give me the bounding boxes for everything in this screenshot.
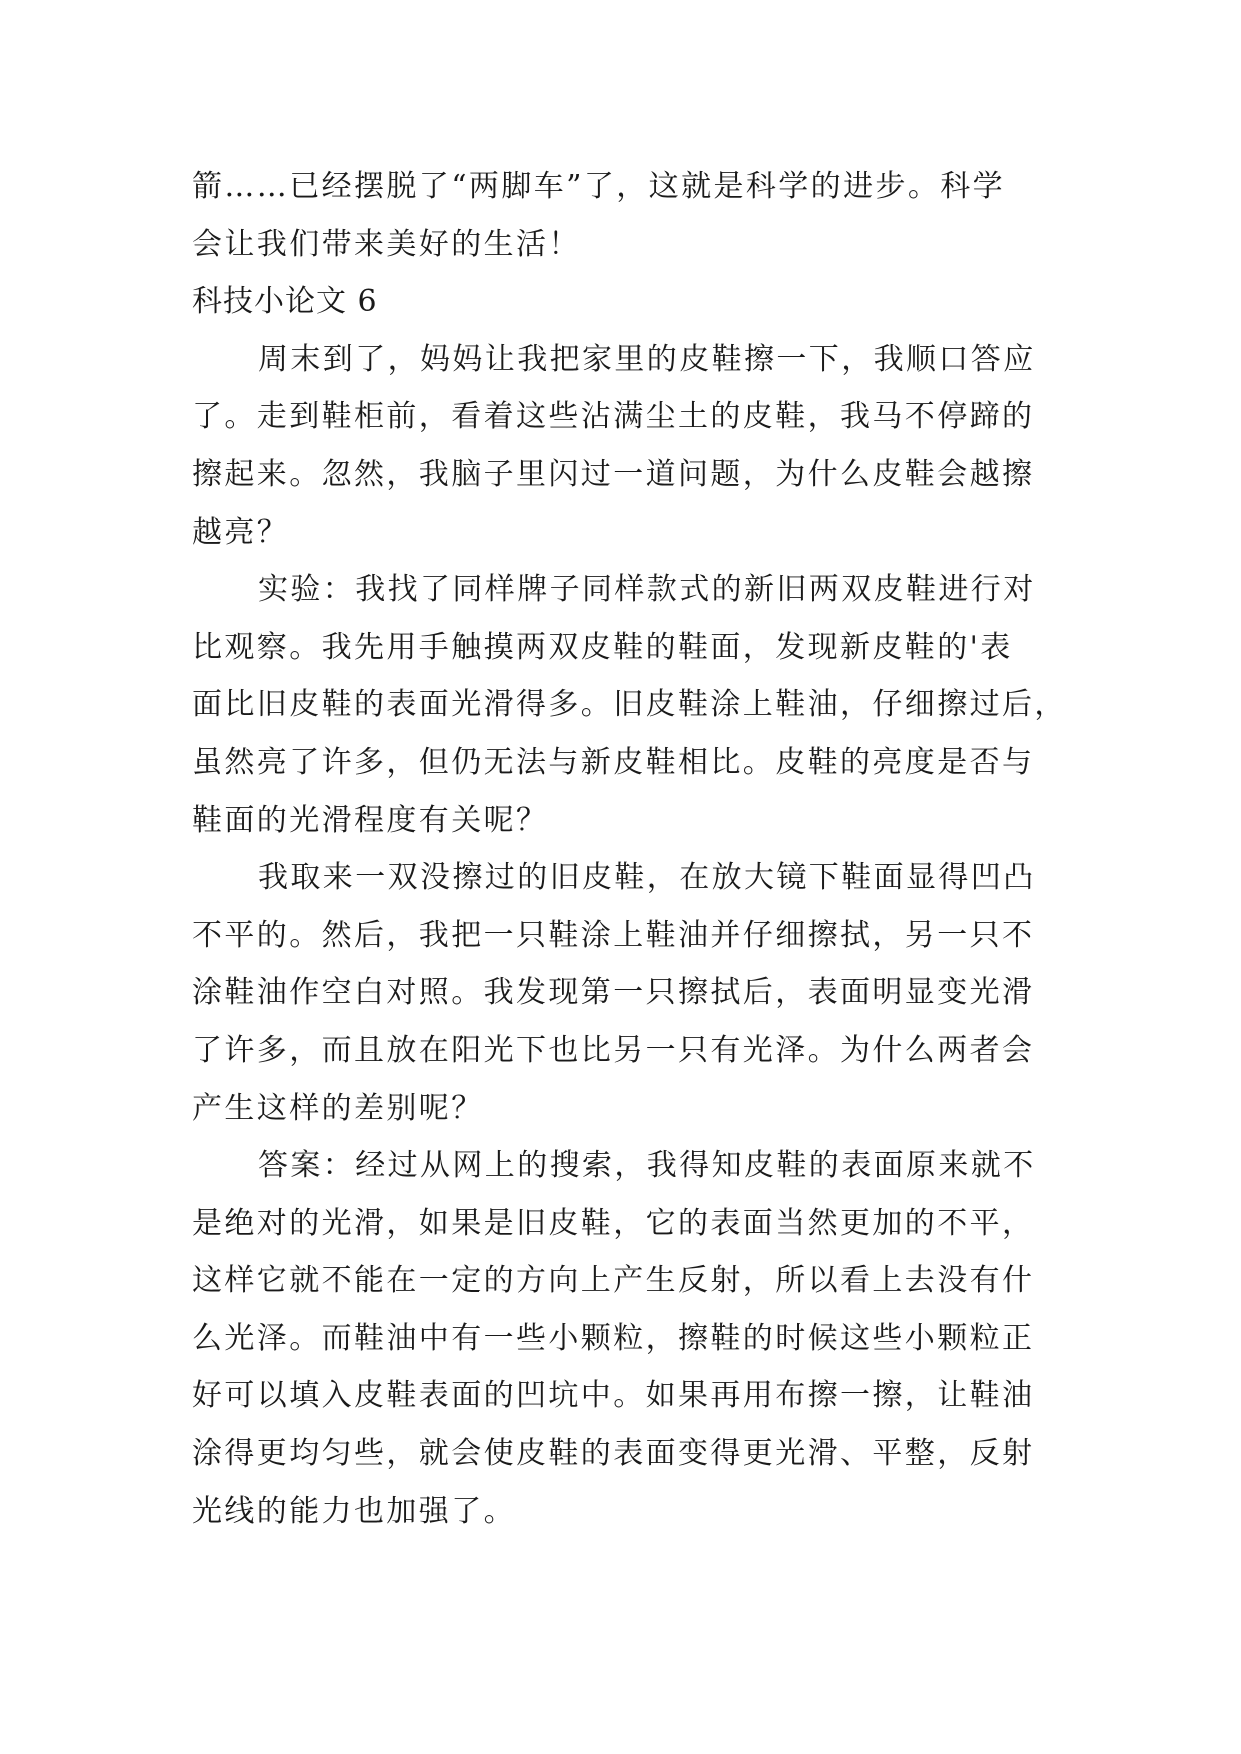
paragraph-3-line: 涂鞋油作空白对照。我发现第一只擦拭后，表面明显变光滑 [192, 975, 1035, 1011]
paragraph-4-line: 是绝对的光滑，如果是旧皮鞋，它的表面当然更加的不平， [192, 1205, 1035, 1241]
paragraph-2-line: 比观察。我先用手触摸两双皮鞋的鞋面，发现新皮鞋的'表 [192, 629, 1013, 665]
document-body [192, 158, 1067, 1540]
paragraph-1-line: 越亮？ [192, 514, 290, 550]
paragraph-4-line: 光线的能力也加强了。 [192, 1493, 516, 1529]
paragraph-4-line: 好可以填入皮鞋表面的凹坑中。如果再用布擦一擦，让鞋油 [192, 1378, 1035, 1414]
paragraph-4-line: 么光泽。而鞋油中有一些小颗粒，擦鞋的时候这些小颗粒正 [192, 1320, 1035, 1356]
paragraph-3-line: 了许多，而且放在阳光下也比另一只有光泽。为什么两者会 [192, 1032, 1035, 1068]
paragraph-3-line: 不平的。然后，我把一只鞋涂上鞋油并仔细擦拭，另一只不 [192, 917, 1035, 953]
intro-line: 箭……已经摆脱了“两脚车”了，这就是科学的进步。科学 [192, 169, 1006, 204]
paragraph-2-line: 面比旧皮鞋的表面光滑得多。旧皮鞋涂上鞋油，仔细擦过后， [192, 687, 1067, 723]
paragraph-3-line: 我取来一双没擦过的旧皮鞋，在放大镜下鞋面显得凹凸 [258, 860, 1036, 896]
section-heading: 科技小论文 6 [192, 284, 378, 320]
paragraph-2-line: 虽然亮了许多，但仍无法与新皮鞋相比。皮鞋的亮度是否与 [192, 744, 1035, 780]
paragraph-2-line: 实验：我找了同样牌子同样款式的新旧两双皮鞋进行对 [258, 572, 1036, 608]
paragraph-1-line: 擦起来。忽然，我脑子里闪过一道问题，为什么皮鞋会越擦 [192, 456, 1035, 492]
paragraph-1-line: 周末到了，妈妈让我把家里的皮鞋擦一下，我顺口答应 [258, 341, 1036, 377]
paragraph-4-line: 涂得更均匀些，就会使皮鞋的表面变得更光滑、平整，反射 [192, 1436, 1035, 1472]
paragraph-4-line: 答案：经过从网上的搜索，我得知皮鞋的表面原来就不 [258, 1148, 1036, 1184]
paragraph-2-line: 鞋面的光滑程度有关呢？ [192, 802, 549, 838]
paragraph-3-line: 产生这样的差别呢？ [192, 1090, 484, 1126]
paragraph-4-line: 这样它就不能在一定的方向上产生反射，所以看上去没有什 [192, 1263, 1035, 1299]
paragraph-1-line: 了。走到鞋柜前，看着这些沾满尘土的皮鞋，我马不停蹄的 [192, 399, 1035, 435]
intro-line: 会让我们带来美好的生活！ [192, 226, 581, 262]
